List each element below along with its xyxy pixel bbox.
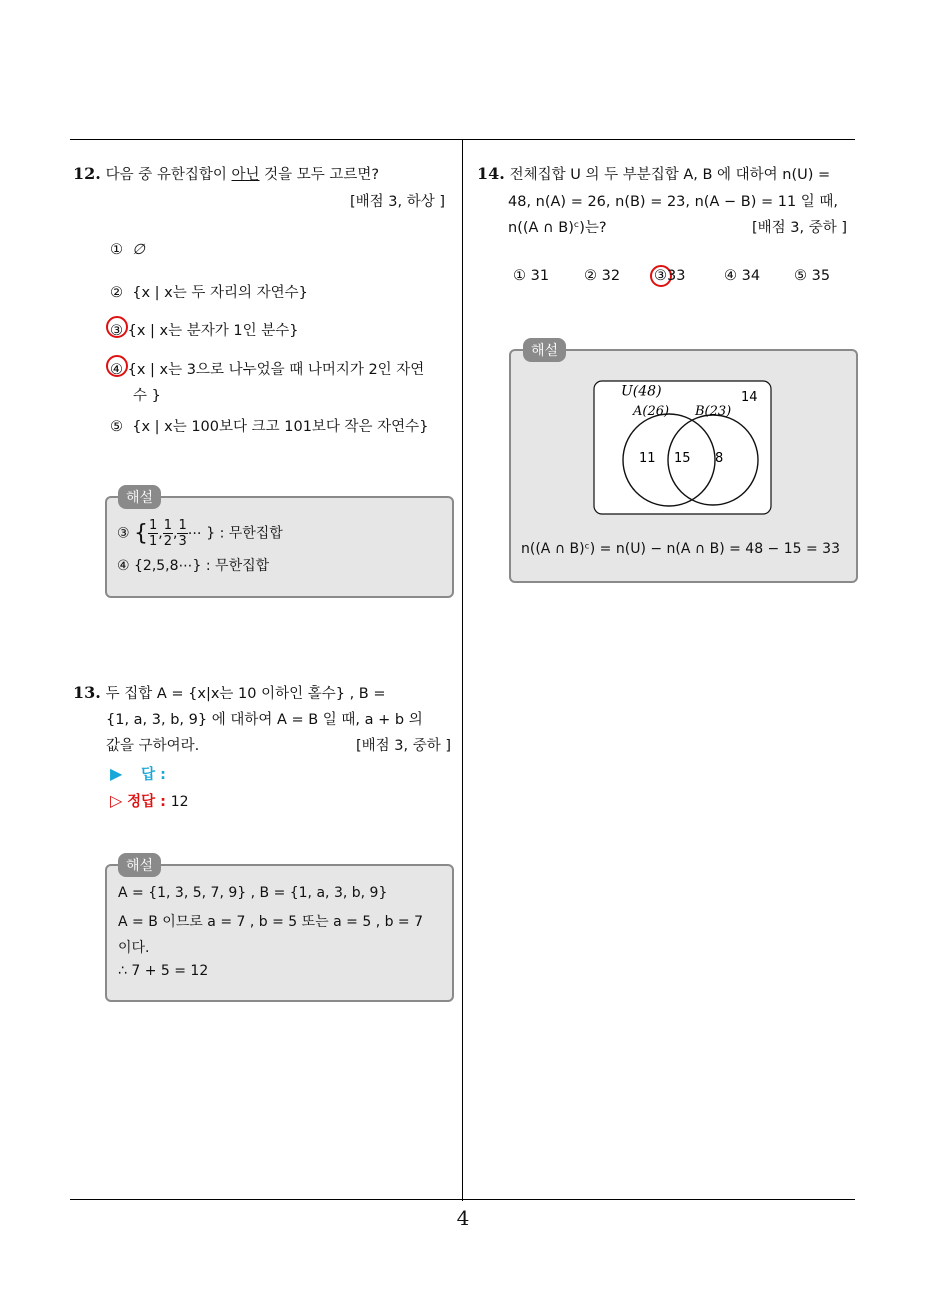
page-number: 4 <box>456 1206 470 1230</box>
q14-number: 14. <box>477 164 505 183</box>
q14-explain-formula: n((A ∩ B)ᶜ) = n(U) − n(A ∩ B) = 48 − 15 = 33 <box>521 541 840 557</box>
q14-option-3[interactable]: ③33 <box>654 268 686 284</box>
q13-correct-value: 12 <box>170 794 189 810</box>
q12-header <box>73 163 379 184</box>
q13-explain-line4: ∴ 7 + 5 = 12 <box>118 963 209 979</box>
venn-outside-value: 14 <box>741 389 758 405</box>
q13-explain-line2: A = B 이므로 a = 7 , b = 5 또는 a = 5 , b = 7 <box>118 914 424 930</box>
q13-correct-row <box>110 790 189 811</box>
q14-option-5[interactable]: ⑤ 35 <box>794 268 831 284</box>
q14-option-1[interactable]: ① 31 <box>513 268 550 284</box>
bottom-rule <box>70 1199 855 1200</box>
q12-option-2[interactable]: ② {x | x는 두 자리의 자연수} <box>110 285 308 301</box>
q13-number: 13. <box>73 683 101 702</box>
q14-line3: n((A ∩ B)ᶜ)는? <box>508 220 607 236</box>
q14-explanation-tag: 해설 <box>523 338 566 362</box>
venn-a-only-value: 11 <box>639 450 656 466</box>
venn-universe-label: U(48) <box>621 383 662 400</box>
venn-b-only-value: 8 <box>715 450 724 466</box>
q12-option-4-cont: 수 } <box>133 388 161 404</box>
q12-number: 12. <box>73 164 101 183</box>
q13-answer-label: 답 : <box>141 767 166 783</box>
q13-line3: 값을 구하여라. <box>106 738 200 754</box>
q12-option-3[interactable]: ③ {x | x는 분자가 1인 분수} <box>110 323 299 339</box>
venn-diagram <box>593 378 773 516</box>
q12-text: 다음 중 유한집합이 아닌 것을 모두 고르면? <box>105 167 380 183</box>
q12-explain-line1: ③ { $\frac{1}{1}$ , $\frac{1}{2}$ , $\frac{1}{3}$ ⋯ } : 무한집합 <box>117 518 283 549</box>
q13-explain-line3: 이다. <box>118 940 150 956</box>
q12-option-5[interactable]: ⑤ {x | x는 100보다 크고 101보다 작은 자연수} <box>110 419 429 435</box>
outline-arrow-icon: ▷ <box>110 791 123 810</box>
venn-b-label: B(23) <box>695 403 732 419</box>
q12-option-1[interactable]: ① ∅ <box>110 242 145 258</box>
q14-line1: 14. 전체집합 U 의 두 부분집합 A, B 에 대하여 n(U) = <box>477 164 831 183</box>
q13-explanation-tag: 해설 <box>118 853 161 877</box>
play-arrow-icon: ▶ <box>110 764 123 783</box>
q14-line2: 48, n(A) = 26, n(B) = 23, n(A − B) = 11 일 때, <box>508 194 839 210</box>
q13-correct-label: 정답 : <box>127 794 166 810</box>
q13-points: [배점 3, 중하 ] <box>356 738 452 754</box>
q13-answer-row <box>110 763 166 784</box>
q12-explain-line2: ④ {2,5,8⋯} : 무한집합 <box>117 558 270 574</box>
q14-option-2[interactable]: ② 32 <box>584 268 621 284</box>
q12-option-4[interactable]: ④ {x | x는 3으로 나누었을 때 나머지가 2인 자연 <box>110 362 425 378</box>
q12-explanation-tag: 해설 <box>118 485 161 509</box>
column-divider <box>462 139 463 1201</box>
q13-line2: {1, a, 3, b, 9} 에 대하여 A = B 일 때, a + b 의 <box>106 712 423 728</box>
q14-option-4[interactable]: ④ 34 <box>724 268 761 284</box>
venn-both-value: 15 <box>674 450 691 466</box>
q13-explain-line1: A = {1, 3, 5, 7, 9} , B = {1, a, 3, b, 9} <box>118 885 388 901</box>
q12-points: [배점 3, 하상 ] <box>350 194 446 210</box>
q14-points: [배점 3, 중하 ] <box>752 220 848 236</box>
q13-line1: 13. 두 집합 A = {x|x는 10 이하인 홀수} , B = <box>73 683 386 702</box>
venn-a-label: A(26) <box>633 403 670 419</box>
